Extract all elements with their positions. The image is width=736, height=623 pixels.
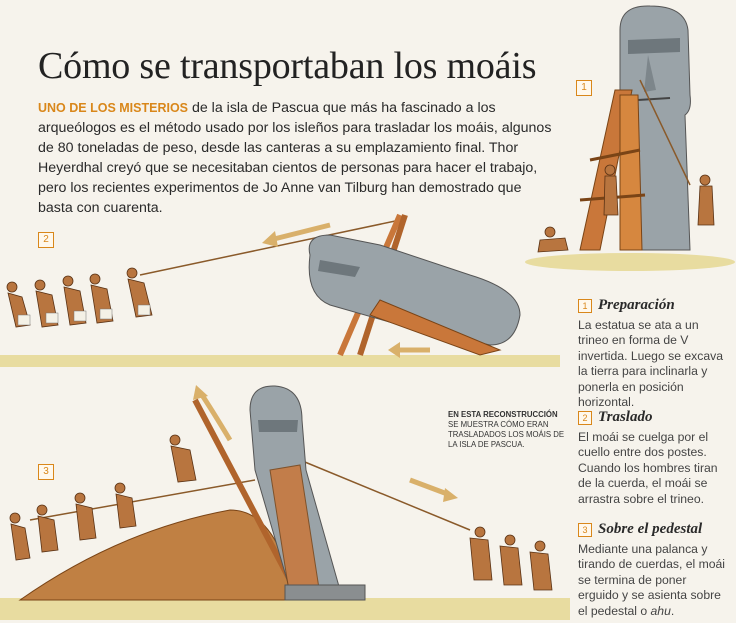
step-number: 1 (578, 299, 592, 313)
step-text: Mediante una palanca y tirando de cuerdas, el moái se termina de poner erguido y se asienta sobre el pedestal o (578, 541, 726, 618)
intro-lead: UNO DE LOS MISTERIOS (38, 101, 189, 115)
intro-paragraph (38, 98, 558, 218)
step-name: Traslado (598, 409, 653, 425)
step-name: Preparación (598, 297, 675, 313)
scene-transport (0, 205, 560, 370)
badge-step-1: 1 (576, 80, 592, 96)
intro-body: de la isla de Pascua que más ha fascinado a los arqueólogos es el método usado por los isleños para trasladar los moáis, algunos de 80 toneladas de peso, desde las canteras a su emplazamiento final. Thor Heyerdhal creyó que se necesitaban cientos de personas para hacer el trabajo, pero los recientes experimentos de Jo Anne van Tilburg han demostrado que basta con cuarenta. (38, 100, 552, 216)
step-preparacion (578, 298, 728, 411)
step-text: El moái se cuelga por el cuello entre dos postes. Cuando los hombres tiran de la cuerda, el moái se arrastra sobre el trineo. (578, 429, 718, 506)
note-lead: EN ESTA RECONSTRUCCIÓN (448, 410, 558, 419)
step-number: 2 (578, 411, 592, 425)
step-text-block (578, 542, 728, 620)
step-pedestal (578, 522, 728, 619)
step-traslado (578, 410, 728, 507)
badge-step-2: 2 (38, 232, 54, 248)
page-title: Cómo se transportaban los moáis (38, 45, 537, 87)
reconstruction-note (448, 410, 568, 450)
badge-step-3: 3 (38, 464, 54, 480)
step-text-end: . (670, 603, 675, 618)
note-body: SE MUESTRA CÓMO ERAN TRASLADADOS LOS MOÁIS DE LA ISLA DE PASCUA. (448, 420, 565, 449)
step-text-italic: ahu (650, 603, 671, 618)
step-text: La estatua se ata a un trineo en forma de V invertida. Luego se excava la tierra para inclinarla y ponerla en posición horizontal. (578, 317, 723, 409)
step-name: Sobre el pedestal (598, 521, 703, 537)
step-number: 3 (578, 523, 592, 537)
